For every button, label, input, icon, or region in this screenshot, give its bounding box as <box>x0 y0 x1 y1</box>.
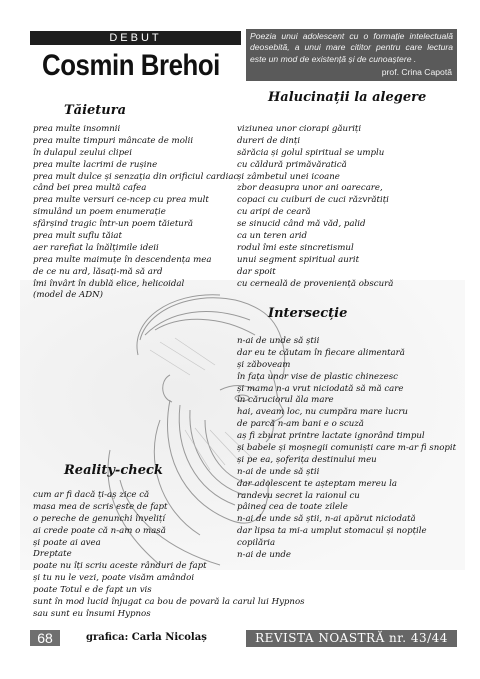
intro-signature: prof. Crina Capotă <box>381 66 452 77</box>
poem-line: și mama n-a vrut niciodată să mă care <box>237 383 404 394</box>
poem-line: când bei prea multă cafea <box>33 183 147 194</box>
poem-line: și zăboveam <box>237 359 291 370</box>
poem-line: poate nu îți scriu aceste rânduri de fapt <box>33 561 207 572</box>
poem-line: și poate ai avea <box>33 537 101 548</box>
poem-line: cum ar fi dacă ți-aș zice că <box>33 490 150 500</box>
poem-line: sunt în mod lucid înjugat ca bou de povară la carul lui Hypnos <box>33 597 305 608</box>
poem-line: dar lipsa ta mi-a umplut stomacul și nopțile <box>237 526 427 537</box>
poem-line: aș fi zburat printre lactate ignorând timpul <box>237 431 425 442</box>
poem-line: copilăria <box>237 538 276 549</box>
poem-title-reality-check: Reality-check <box>64 463 163 478</box>
poem-line: cu căldură primăvăratică <box>237 159 347 170</box>
poem-line: sărăcia și golul spiritual se umplu <box>237 147 385 158</box>
poem-line: de parcă n-am bani e o scuză <box>237 419 364 430</box>
poem-line: prea mult suflu tăiat <box>33 231 123 242</box>
poem-line: (model de ADN) <box>33 290 104 301</box>
page-number: 68 <box>30 630 60 646</box>
poem-line: în fața unor vise de plastic chinezesc <box>237 371 398 382</box>
poem-line: o pereche de genunchi învelițí <box>33 513 166 524</box>
poem-line: prea multe timpuri mâncate de molii <box>33 135 194 146</box>
poem-line: n-ai de unde să știi <box>237 336 320 346</box>
poem-line: ca un teren arid <box>237 231 307 242</box>
poem-title-halucinatii: Halucinații la alegere <box>268 90 427 105</box>
poem-line: în căruciorul ăla mare <box>237 395 334 406</box>
intro-box <box>246 29 457 81</box>
poem-title-taietura: Tăietura <box>64 103 127 118</box>
poem-body-reality-check <box>33 490 305 621</box>
poem-line: zbor deasupra unor ani oarecare, <box>237 183 383 194</box>
illustration-credit: grafica: Carla Nicolaș <box>86 632 207 643</box>
poem-line: pâinea cea de toate zilele <box>237 502 348 513</box>
poem-line: de ce nu ard, lăsați-mă să ard <box>33 266 163 277</box>
magazine-issue: REVISTA NOASTRĂ nr. 43/44 <box>246 630 457 647</box>
poem-line: și zâmbetul unei icoane <box>237 171 340 182</box>
poem-line: Dreptate <box>33 549 72 560</box>
poem-line: n-ai de unde <box>237 550 292 561</box>
poem-line: dar adolescent te așteptam mereu la <box>237 478 397 489</box>
poem-line: simulând un poem enumerație <box>33 207 166 218</box>
section-label-debut: DEBUT <box>30 31 241 45</box>
poem-line: prea multe insomnii <box>33 124 121 134</box>
author-name: Cosmin Brehoi <box>42 49 220 82</box>
poem-line: hai, aveam loc, nu cumpăra mare lucru <box>237 407 408 418</box>
poem-line: rodul îmi este sincretismul <box>237 242 354 253</box>
poem-line: și babele și moșnegii comuniști care m-ar fi snopit <box>237 443 457 454</box>
poem-line: dar eu te căutam în fiecare alimentară <box>237 347 405 358</box>
poem-line: prea multe lacrimi de rușine <box>33 159 158 170</box>
poem-line: cu aripi de ceară <box>237 207 311 218</box>
poem-line: poate Totul e de fapt un vis <box>33 585 152 596</box>
poem-line: copaci cu cuiburi de cuci răzvrătiți <box>237 195 389 206</box>
poem-line: n-ai de unde să știi, n-ai apărut niciodată <box>237 514 416 525</box>
poem-title-intersectie: Intersecție <box>268 306 348 321</box>
poem-line: dar spoit <box>237 266 276 277</box>
poem-line: randevu secret la raionul cu <box>237 490 360 501</box>
poem-line: unui segment spiritual aurit <box>237 254 360 265</box>
poem-line: prea multe maimuțe în descendența mea <box>33 254 212 265</box>
poem-body-taietura <box>33 124 238 302</box>
poem-line: în dulapul zeului clipei <box>33 147 132 158</box>
poem-line: cu cerneală de proveniență obscură <box>237 278 394 289</box>
poem-line: aer rarefiat la înălțimile ideii <box>33 242 159 253</box>
poem-line: îmi învârt în dublă elice, helicoidal <box>33 278 185 289</box>
poem-line: dureri de dinți <box>237 135 301 146</box>
poem-line: viziunea unor ciorapi găuriți <box>237 124 362 134</box>
poem-line: și pe ea, șoferița destinului meu <box>237 454 377 465</box>
poem-line: și tu nu le vezi, poate visăm amândoi <box>33 573 195 584</box>
poem-line: ai crede poate că n-am o masă <box>33 525 166 536</box>
poem-line: prea mult dulce și senzația din orificiul cardiac <box>33 171 239 182</box>
poem-body-halucinatii <box>237 124 393 290</box>
poem-line: sfârșind tragic într-un poem tăietură <box>33 219 194 230</box>
intro-text: Poezia unui adolescent cu o formație intelectuală deosebită, a unui mare cititor pentru care lectura este un mod de existență și de cunoaștere . <box>250 31 453 64</box>
poem-line: prea multe versuri ce-ncep cu prea mult <box>33 195 209 206</box>
poem-line: sau sunt eu însumi Hypnos <box>33 608 151 619</box>
poem-line: n-ai de unde să știi <box>237 466 320 477</box>
poem-line: se sinucid când mă văd, palid <box>237 219 366 230</box>
poem-line: masa mea de scris este de fapt <box>33 501 168 512</box>
